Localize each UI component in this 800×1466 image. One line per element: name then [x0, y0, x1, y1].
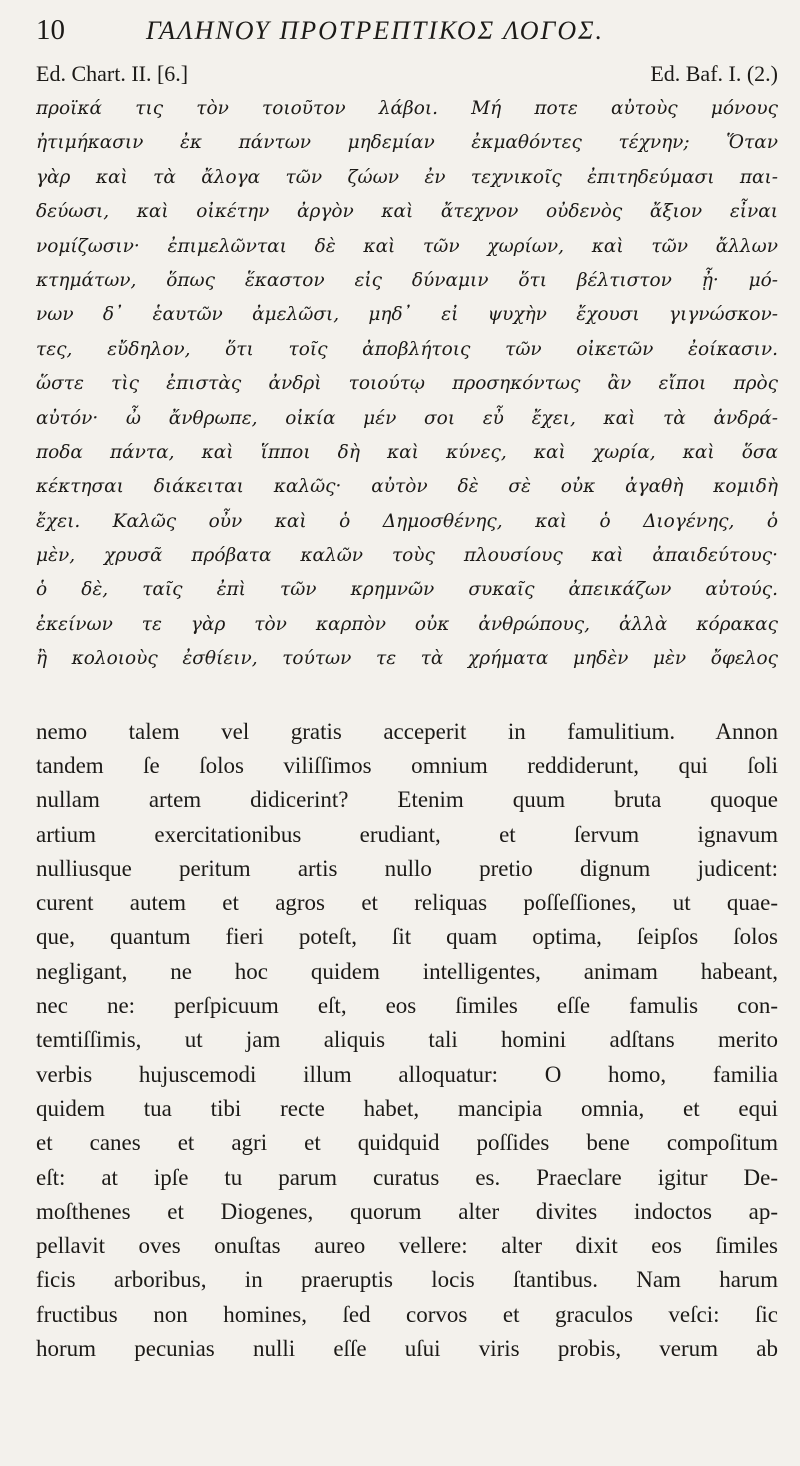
greek-line: ὁ δὲ, ταῖς ἐπὶ τῶν κρημνῶν συκαῖς ἀπεικάζων αὐτούς.	[36, 579, 778, 601]
page-number: 10	[36, 14, 65, 46]
latin-line: nulliusque peritum artis nullo pretio dignum judicent:	[36, 855, 778, 881]
latin-line: tandem ſe ſolos viliſſimos omnium reddiderunt, qui ſoli	[36, 752, 778, 778]
greek-line: νομίζωσιν· ἐπιμελῶνται δὲ καὶ τῶν χωρίων, καὶ τῶν ἄλλων	[36, 235, 778, 257]
greek-line: ἐκείνων τε γὰρ τὸν καρπὸν οὐκ ἀνθρώπους, ἀλλὰ κόρακας	[36, 613, 778, 635]
edition-basel-reference: Ed. Baf. I. (2.)	[650, 61, 778, 86]
latin-line: et canes et agri et quidquid poſſides bene compoſitum	[36, 1130, 778, 1156]
latin-line: negligant, ne hoc quidem intelligentes, animam habeant,	[36, 958, 778, 984]
edition-references	[36, 56, 778, 92]
latin-line: ficis arboribus, in praeruptis locis ſtantibus. Nam harum	[36, 1267, 778, 1293]
latin-line: nullam artem didicerint? Etenim quum bruta quoque	[36, 787, 778, 813]
greek-line: δεύωσι, καὶ οἰκέτην ἀργὸν καὶ ἄτεχνον οὐδενὸς ἄξιον εἶναι	[36, 201, 778, 223]
greek-line: γὰρ καὶ τὰ ἄλογα τῶν ζώων ἐν τεχνικοῖς ἐπιτηδεύμασι παι-	[36, 166, 778, 188]
latin-line: eſt: at ipſe tu parum curatus es. Praeclare igitur De-	[36, 1164, 778, 1190]
latin-line: quidem tua tibi recte habet, mancipia omnia, et equi	[36, 1095, 778, 1121]
greek-line: αὐτόν· ὦ ἄνθρωπε, οἰκία μέν σοι εὖ ἔχει, καὶ τὰ ἀνδρά-	[36, 407, 778, 429]
block-separator	[36, 677, 778, 715]
latin-line: nec ne: perſpicuum eſt, eos ſimiles eſſe famulis con-	[36, 993, 778, 1019]
latin-text-block	[36, 715, 778, 1367]
greek-line: ὥστε τὶς ἐπιστὰς ἀνδρὶ τοιούτῳ προσηκόντως ἂν εἴποι πρὸς	[36, 373, 778, 395]
greek-line: προϊκά τις τὸν τοιοῦτον λάβοι. Μή ποτε αὐτοὺς μόνους	[36, 98, 778, 119]
latin-line: fructibus non homines, ſed corvos et graculos veſci: ſic	[36, 1301, 778, 1327]
latin-line: nemo talem vel gratis acceperit in famulitium. Annon	[36, 718, 778, 744]
latin-line: artium exercitationibus erudiant, et ſervum ignavum	[36, 821, 778, 847]
greek-line: τες, εὔδηλον, ὅτι τοῖς ἀποβλήτοις τῶν οἰκετῶν ἐοίκασιν.	[36, 338, 778, 360]
latin-line: pellavit oves onuſtas aureo vellere: alter dixit eos ſimiles	[36, 1233, 778, 1259]
greek-text-block	[36, 92, 778, 677]
latin-line: que, quantum fieri poteſt, ſit quam optima, ſeipſos ſolos	[36, 924, 778, 950]
latin-line: temtiſſimis, ut jam aliquis tali homini adſtans merito	[36, 1027, 778, 1053]
latin-line: moſthenes et Diogenes, quorum alter divites indoctos ap-	[36, 1198, 778, 1224]
greek-line: ἠτιμήκασιν ἐκ πάντων μηδεμίαν ἐκμαθόντες τέχνην; Ὅταν	[36, 132, 778, 154]
latin-line: curent autem et agros et reliquas poſſeſſiones, ut quae-	[36, 890, 778, 916]
greek-line: ἢ κολοιοὺς ἐσθίειν, τούτων τε τὰ χρήματα μηδὲν μὲν ὄφελος	[36, 648, 778, 670]
running-head	[36, 0, 778, 56]
latin-line: verbis hujuscemodi illum alloquatur: O homo, familia	[36, 1061, 778, 1087]
greek-line: κτημάτων, ὅπως ἕκαστον εἰς δύναμιν ὅτι βέλτιστον ᾖ· μό-	[36, 269, 778, 291]
running-title: ΓΑΛΗΝΟΥ ΠΡΟΤΡΕΠΤΙΚΟΣ ΛΟΓΟΣ.	[146, 16, 605, 45]
latin-line: horum pecunias nulli eſſe uſui viris probis, verum ab	[36, 1335, 778, 1361]
greek-line: ἔχει. Καλῶς οὖν καὶ ὁ Δημοσθένης, καὶ ὁ Διογένης, ὁ	[36, 510, 778, 532]
edition-chart-reference: Ed. Chart. II. [6.]	[36, 61, 189, 86]
greek-line: ποδα πάντα, καὶ ἵπποι δὴ καὶ κύνες, καὶ χωρία, καὶ ὅσα	[36, 441, 778, 463]
greek-line: μὲν, χρυσᾶ πρόβατα καλῶν τοὺς πλουσίους καὶ ἀπαιδεύτους·	[36, 545, 778, 567]
greek-line: κέκτησαι διάκειται καλῶς· αὐτὸν δὲ σὲ οὐκ ἀγαθὴ κομιδὴ	[36, 476, 778, 498]
greek-line: νων δ᾽ ἑαυτῶν ἀμελῶσι, μηδ᾽ εἰ ψυχὴν ἔχουσι γιγνώσκον-	[36, 304, 778, 326]
